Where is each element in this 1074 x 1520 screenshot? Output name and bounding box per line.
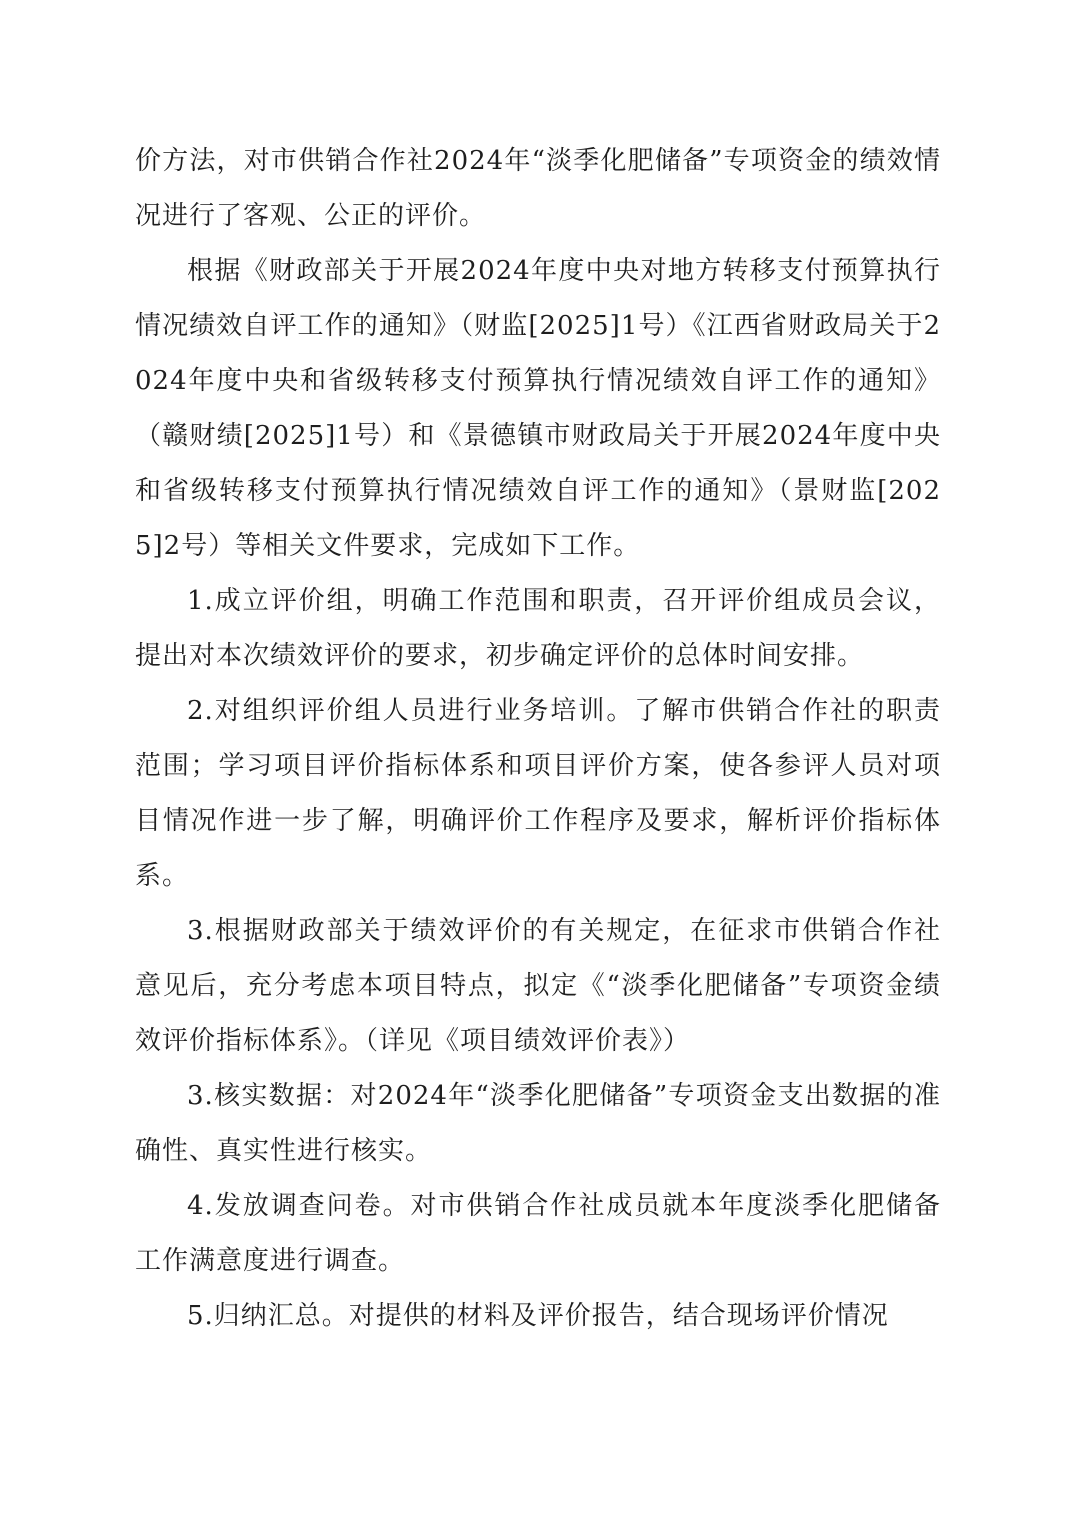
paragraph-step-3-verify-data: 3.核实数据：对2024年“淡季化肥储备”专项资金支出数据的准确性、真实性进行核实。 — [135, 1081, 941, 1166]
paragraph-step-1: 1.成立评价组，明确工作范围和职责，召开评价组成员会议，提出对本次绩效评价的要求，初步确定评价的总体时间安排。 — [135, 586, 941, 671]
paragraph-basis-documents: 根据《财政部关于开展2024年度中央对地方转移支付预算执行情况绩效自评工作的通知》（财监[2025]1号）《江西省财政局关于2024年度中央和省级转移支付预算执行情况绩效自评工作的通知》（赣财绩[2025]1号）和《景德镇市财政局关于开展2024年度中央和省级转移支付预算执行情况绩效自评工作的通知》（景财监[2025]2号）等相关文件要求，完成如下工作。 — [135, 256, 941, 561]
paragraph-step-2: 2.对组织评价组人员进行业务培训。了解市供销合作社的职责范围；学习项目评价指标体系和项目评价方案，使各参评人员对项目情况作进一步了解，明确评价工作程序及要求，解析评价指标体系。 — [135, 696, 941, 891]
document-body — [135, 134, 941, 1344]
paragraph-step-4: 4.发放调查问卷。对市供销合作社成员就本年度淡季化肥储备工作满意度进行调查。 — [135, 1191, 941, 1276]
paragraph-evaluation-method: 价方法，对市供销合作社2024年“淡季化肥储备”专项资金的绩效情况进行了客观、公正的评价。 — [135, 146, 941, 231]
paragraph-step-5: 5.归纳汇总。对提供的材料及评价报告，结合现场评价情况 — [187, 1301, 889, 1331]
paragraph-step-3-indicators: 3.根据财政部关于绩效评价的有关规定，在征求市供销合作社意见后，充分考虑本项目特点，拟定《“淡季化肥储备”专项资金绩效评价指标体系》。（详见《项目绩效评价表》） — [135, 916, 941, 1056]
